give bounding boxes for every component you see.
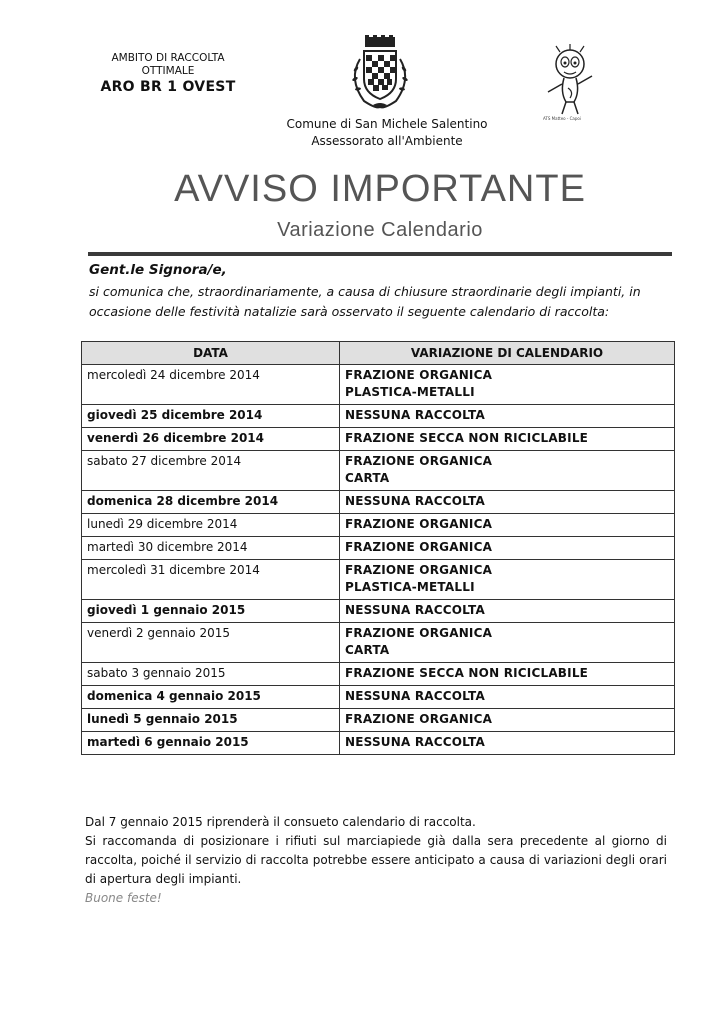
notes-block (85, 813, 667, 908)
date-cell: lunedì 5 gennaio 2015 (82, 709, 340, 732)
variation-line: NESSUNA RACCOLTA (345, 408, 485, 422)
table-row (82, 560, 675, 600)
title-divider (88, 252, 672, 256)
table-row (82, 663, 675, 686)
variation-cell (340, 428, 675, 451)
variation-line: FRAZIONE ORGANICA (345, 712, 493, 726)
table-row (82, 686, 675, 709)
variation-cell (340, 560, 675, 600)
variation-line: FRAZIONE ORGANICA (345, 563, 493, 577)
table-row (82, 709, 675, 732)
ambito-line2: OTTIMALE (141, 65, 195, 77)
page-subtitle: Variazione Calendario (277, 219, 483, 241)
variation-cell (340, 451, 675, 491)
comune-name: Comune di San Michele Salentino (286, 117, 488, 131)
date-cell: venerdì 2 gennaio 2015 (82, 623, 340, 663)
notes-greeting: Buone feste! (85, 891, 162, 905)
date-cell: domenica 28 dicembre 2014 (82, 491, 340, 514)
variation-cell (340, 537, 675, 560)
date-cell: martedì 30 dicembre 2014 (82, 537, 340, 560)
aro-label: ARO BR 1 OVEST (100, 79, 236, 95)
variation-line: PLASTICA-METALLI (345, 385, 475, 399)
variation-cell (340, 514, 675, 537)
salutation: Gent.le Signora/e, (89, 262, 227, 278)
table-row (82, 491, 675, 514)
calendar-table (81, 341, 675, 755)
variation-line: NESSUNA RACCOLTA (345, 689, 485, 703)
column-header-date: DATA (82, 342, 340, 365)
table-row (82, 514, 675, 537)
variation-line: FRAZIONE SECCA NON RICICLABILE (345, 666, 589, 680)
date-cell: sabato 27 dicembre 2014 (82, 451, 340, 491)
variation-cell (340, 623, 675, 663)
mascot-logo-icon (530, 42, 610, 122)
column-header-variation: VARIAZIONE DI CALENDARIO (340, 342, 675, 365)
table-row (82, 623, 675, 663)
ambito-block (88, 52, 248, 94)
assessorato-name: Assessorato all'Ambiente (311, 134, 463, 148)
calendar-table-body (82, 365, 675, 755)
ambito-line1: AMBITO DI RACCOLTA (111, 52, 225, 64)
variation-line: NESSUNA RACCOLTA (345, 494, 485, 508)
table-row (82, 451, 675, 491)
variation-line: FRAZIONE SECCA NON RICICLABILE (345, 431, 589, 445)
variation-cell (340, 405, 675, 428)
table-row (82, 600, 675, 623)
table-header-row (82, 342, 675, 365)
date-cell: domenica 4 gennaio 2015 (82, 686, 340, 709)
variation-line: CARTA (345, 643, 390, 657)
variation-cell (340, 491, 675, 514)
variation-line: NESSUNA RACCOLTA (345, 603, 485, 617)
variation-cell (340, 686, 675, 709)
variation-cell (340, 732, 675, 755)
variation-line: FRAZIONE ORGANICA (345, 626, 493, 640)
date-cell: mercoledì 31 dicembre 2014 (82, 560, 340, 600)
date-cell: lunedì 29 dicembre 2014 (82, 514, 340, 537)
table-row (82, 405, 675, 428)
table-row (82, 537, 675, 560)
date-cell: sabato 3 gennaio 2015 (82, 663, 340, 686)
table-row (82, 428, 675, 451)
variation-cell (340, 663, 675, 686)
variation-line: PLASTICA-METALLI (345, 580, 475, 594)
variation-line: NESSUNA RACCOLTA (345, 735, 485, 749)
variation-cell (340, 600, 675, 623)
variation-cell (340, 365, 675, 405)
table-row (82, 365, 675, 405)
date-cell: martedì 6 gennaio 2015 (82, 732, 340, 755)
variation-line: CARTA (345, 471, 390, 485)
variation-cell (340, 709, 675, 732)
date-cell: giovedì 1 gennaio 2015 (82, 600, 340, 623)
page-title: AVVISO IMPORTANTE (174, 168, 586, 210)
variation-line: FRAZIONE ORGANICA (345, 454, 493, 468)
date-cell: mercoledì 24 dicembre 2014 (82, 365, 340, 405)
variation-line: FRAZIONE ORGANICA (345, 368, 493, 382)
intro-paragraph: si comunica che, straordinariamente, a causa di chiusure straordinarie degli impianti, in occasione delle festività natalizie sarà osservato il seguente calendario di raccolta: (89, 284, 641, 319)
table-row (82, 732, 675, 755)
variation-line: FRAZIONE ORGANICA (345, 540, 493, 554)
date-cell: venerdì 26 dicembre 2014 (82, 428, 340, 451)
variation-line: FRAZIONE ORGANICA (345, 517, 493, 531)
mascot-caption: ATS Matteo - Capoi (543, 116, 581, 121)
date-cell: giovedì 25 dicembre 2014 (82, 405, 340, 428)
notes-recommendation: Si raccomanda di posizionare i rifiuti sul marciapiede già dalla sera precedente al giorno di raccolta, poiché il servizio di raccolta potrebbe essere anticipato a causa di variazioni degli orari di apertura degli impianti. (85, 834, 667, 886)
comune-block (252, 116, 522, 150)
municipal-crest-icon (340, 35, 420, 115)
notes-resume: Dal 7 gennaio 2015 riprenderà il consueto calendario di raccolta. (85, 815, 476, 829)
